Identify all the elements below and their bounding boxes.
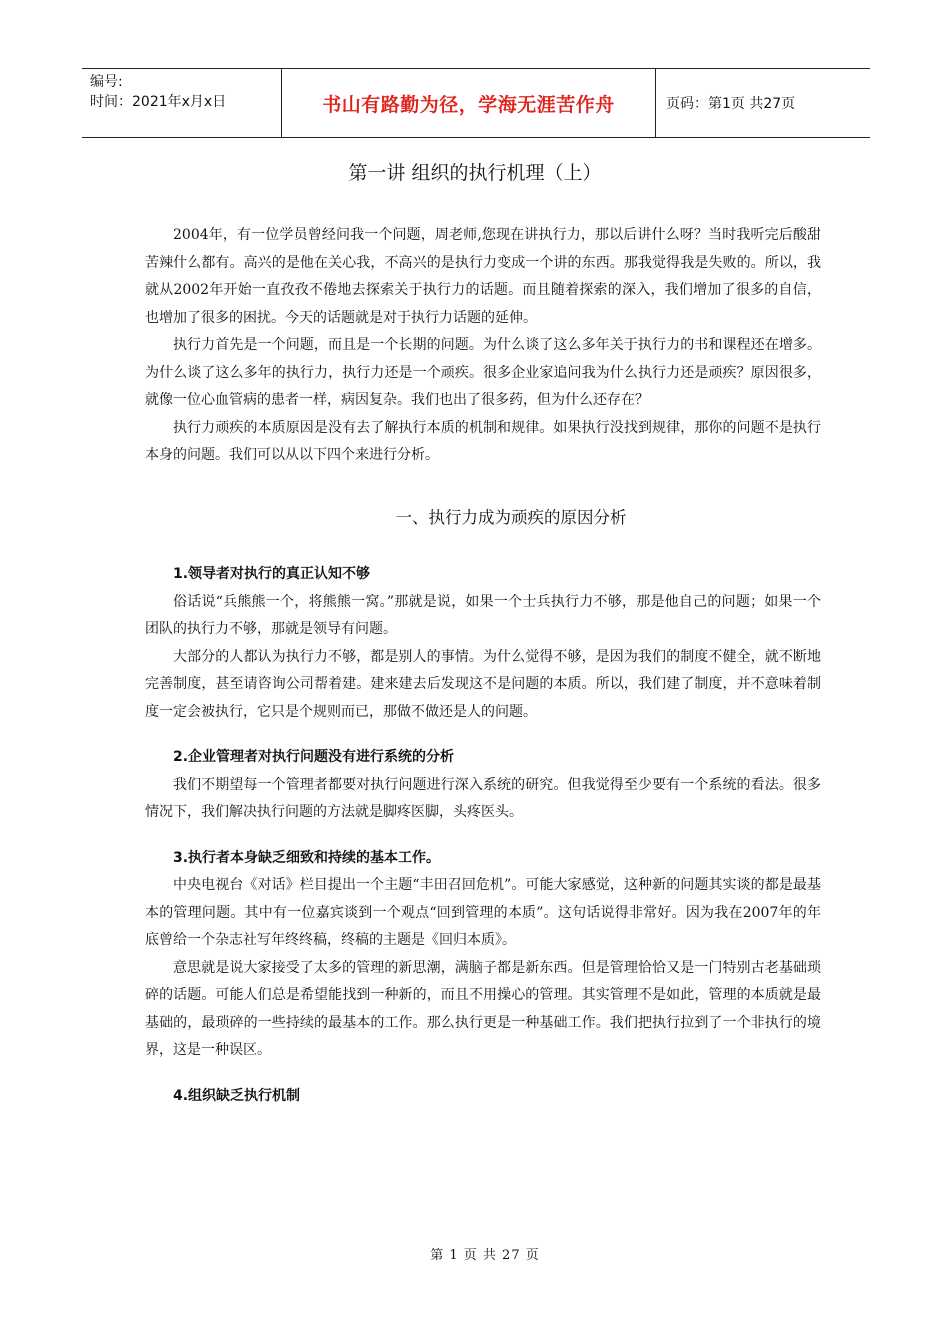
motto-cell [282, 69, 656, 137]
time-label: 时间：2021年x月x日 [90, 94, 227, 110]
point-heading: 1.领导者对执行的真正认知不够 [173, 566, 371, 582]
page-info-cell [656, 69, 870, 137]
document-title: 第一讲 组织的执行机理（上） [348, 162, 602, 184]
point-paragraph: 中央电视台《对话》栏目提出一个主题“丰田召回危机”。可能大家感觉，这种新的问题其实谈的都是最基本的管理问题。其中有一位嘉宾谈到一个观点“回到管理的本质”。这句话说得非常好。因为我在2007年的年底曾给一个杂志社写年终终稿，终稿的主题是《回归本质》。 [145, 877, 821, 948]
motto-text: 书山有路勤为径，学海无涯苦作舟 [322, 93, 615, 116]
number-label: 编号: [90, 74, 123, 90]
point-heading: 2.企业管理者对执行问题没有进行系统的分析 [173, 749, 455, 765]
page-info-text: 页码：第1页 共27页 [666, 96, 796, 112]
point-paragraph: 我们不期望每一个管理者都要对执行问题进行深入系统的研究。但我觉得至少要有一个系统的看法。很多情况下，我们解决执行问题的方法就是脚疼医脚，头疼医头。 [145, 776, 821, 820]
point-paragraph: 意思就是说大家接受了太多的管理的新思潮，满脑子都是新东西。但是管理恰恰又是一门特别古老基础琐碎的话题。可能人们总是希望能找到一种新的，而且不用操心的管理。其实管理不是如此，管理的本质就是最基础的，最琐碎的一些持续的最基本的工作。那么执行更是一种基础工作。我们把执行拉到了一个非执行的境界，这是一种误区。 [145, 959, 821, 1058]
header-meta-cell [82, 69, 282, 137]
intro-paragraph: 2004年，有一位学员曾经问我一个问题，周老师,您现在讲执行力，那以后讲什么呀？当时我听完后酸甜苦辣什么都有。高兴的是他在关心我，不高兴的是执行力变成一个讲的东西。那我觉得我是失败的。所以，我就从2002年开始一直孜孜不倦地去探索关于执行力的话题。而且随着探索的深入，我们增加了很多的自信，也增加了很多的困扰。今天的话题就是对于执行力话题的延伸。 [145, 227, 821, 326]
document-body [145, 222, 821, 1110]
point-heading: 3.执行者本身缺乏细致和持续的基本工作。 [173, 849, 441, 866]
point-paragraph: 俗话说“兵熊熊一个，将熊熊一窝。”那就是说，如果一个士兵执行力不够，那是他自己的问题；如果一个团队的执行力不够，那就是领导有问题。 [145, 593, 821, 637]
intro-paragraph: 执行力首先是一个问题，而且是一个长期的问题。为什么谈了这么多年关于执行力的书和课程还在增多。为什么谈了这么多年的执行力，执行力还是一个顽疾。很多企业家追问我为什么执行力还是顽疾？原因很多，就像一位心血管病的患者一样，病因复杂。我们也出了很多药，但为什么还存在？ [145, 337, 821, 408]
header-table [82, 68, 870, 138]
point-heading: 4.组织缺乏执行机制 [173, 1087, 301, 1104]
page-footer: 第 1 页 共 27 页 [430, 1248, 540, 1263]
section-heading: 一、执行力成为顽疾的原因分析 [395, 507, 627, 527]
intro-paragraph: 执行力顽疾的本质原因是没有去了解执行本质的机制和规律。如果执行没找到规律，那你的问题不是执行本身的问题。我们可以从以下四个来进行分析。 [145, 419, 821, 463]
point-paragraph: 大部分的人都认为执行力不够，都是别人的事情。为什么觉得不够，是因为我们的制度不健全，就不断地完善制度，甚至请咨询公司帮着建。建来建去后发现这不是问题的本质。所以，我们建了制度，并不意味着制度一定会被执行，它只是个规则而已，那做不做还是人的问题。 [145, 648, 821, 720]
